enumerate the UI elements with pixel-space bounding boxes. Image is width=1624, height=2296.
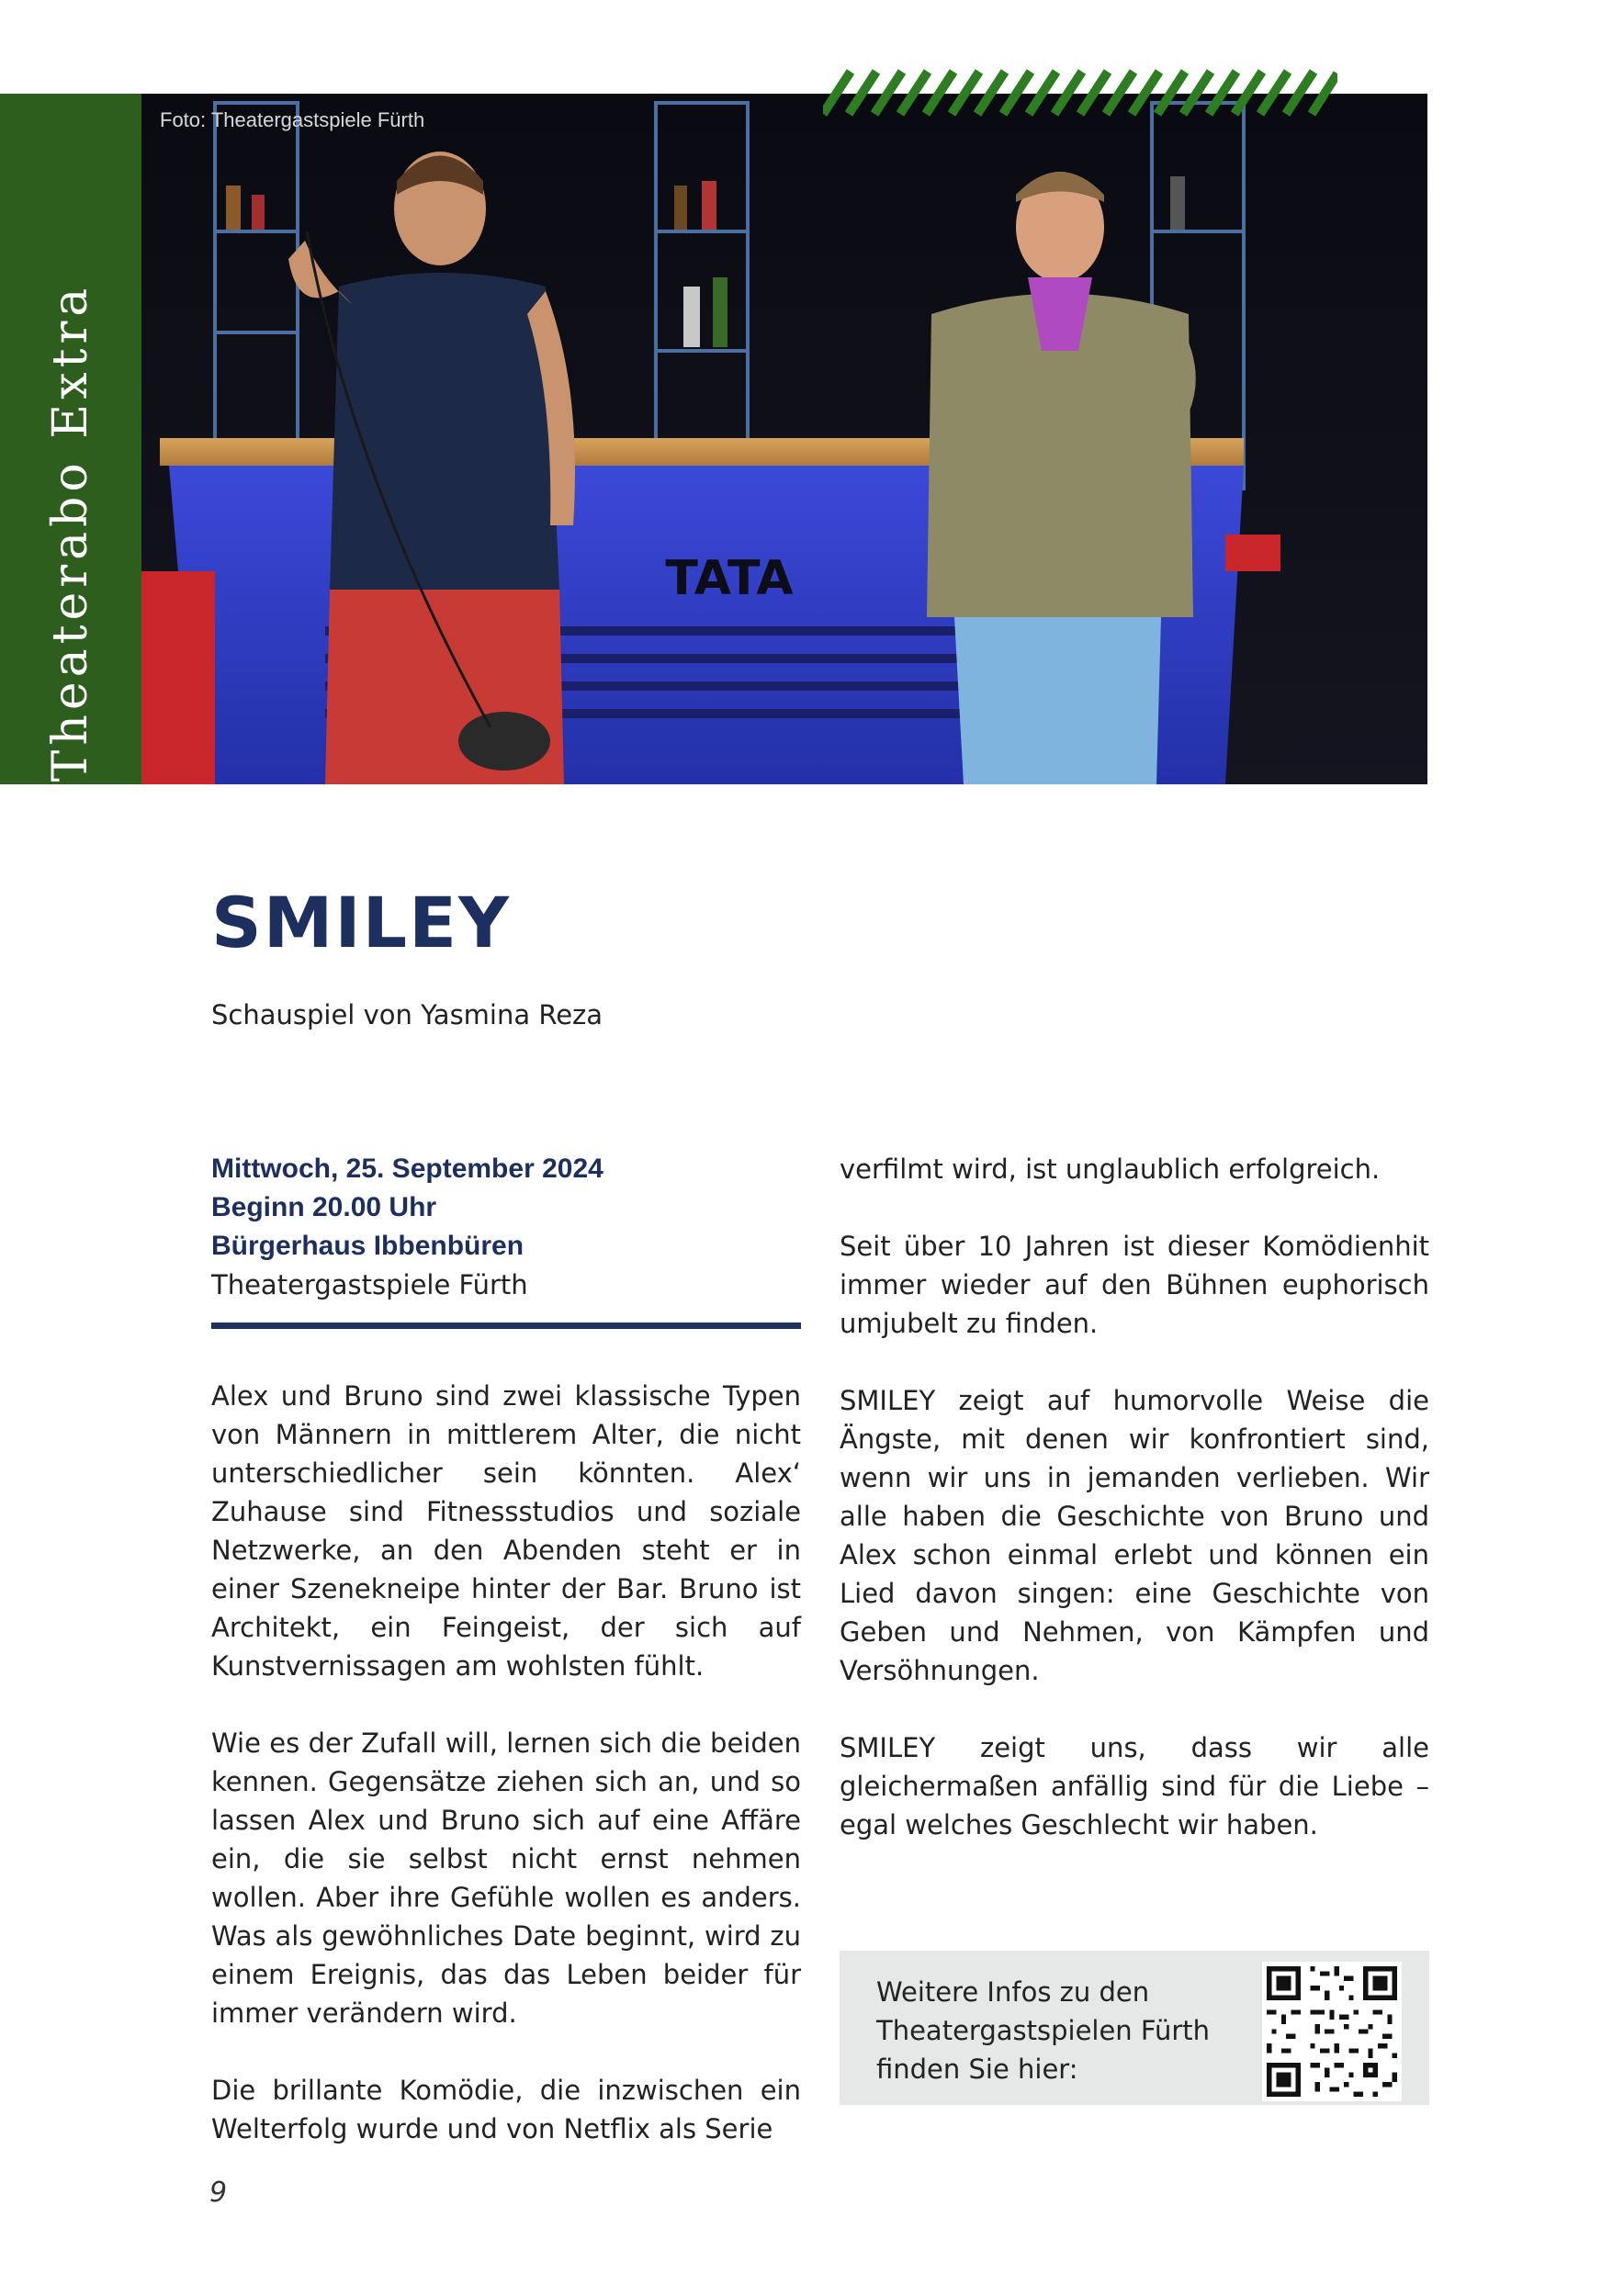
paragraph-success-end: verfilmt wird, ist unglaublich erfolgreich. (840, 1154, 1381, 1185)
truck-badge: TATA (665, 551, 794, 606)
red-panel (141, 571, 215, 784)
event-time: Beginn 20.00 Uhr (211, 1192, 437, 1222)
page-title: SMILEY (211, 882, 512, 963)
paragraph-love: SMILEY zeigt uns, dass wir alle gleichermaßen anfällig sind für die Liebe – egal welches Geschlecht wir haben. (840, 1732, 1429, 1840)
photo-credit: Foto: Theatergastspiele Fürth (160, 108, 425, 131)
right-column (840, 1150, 1429, 1883)
hero-photo (141, 94, 1427, 784)
event-company: Theatergastspiele Fürth (211, 1269, 528, 1300)
qr-code[interactable] (1262, 1962, 1402, 2101)
paragraph-themes: SMILEY zeigt auf humorvolle Weise die Ängste, mit denen wir konfrontiert sind, wenn wir uns in jemanden verlieben. Wir alle haben die Geschichte von Bruno und Alex schon einmal erlebt und können ein Lied davon singen: eine Geschichte von Geben und Nehmen, von Kämpfen und Versöhnungen. (840, 1385, 1429, 1686)
paragraph-success-start: Die brillante Komödie, die inzwischen ein Welterfolg wurde und von Netflix als Serie (211, 2075, 801, 2144)
photo-illustration (141, 94, 1427, 784)
info-text: Weitere Infos zu den Theatergastspielen Fürth finden Sie hier: (876, 1976, 1211, 2085)
info-box (840, 1951, 1429, 2105)
event-venue: Bürgerhaus Ibbenbüren (211, 1231, 524, 1261)
paragraph-intro: Alex und Bruno sind zwei klassische Typen von Männern in mittlerem Alter, die nicht unterschiedlicher sein könnten. Alex‘ Zuhause sind Fitnessstudios und soziale Netzwerke, an den Abenden steht er in einer Szenekneipe hinter der Bar. Bruno ist Architekt, ein Feingeist, der sich auf Kunstvernissagen am wohlsten fühlt. (211, 1380, 801, 1682)
subtitle: Schauspiel von Yasmina Reza (211, 999, 603, 1030)
section-label: Theaterabo Extra (43, 283, 98, 782)
paragraph-history: Seit über 10 Jahren ist dieser Komödienhit immer wieder auf den Bühnen euphorisch umjubelt zu finden. (840, 1231, 1429, 1339)
divider-rule (211, 1322, 801, 1329)
paragraph-story: Wie es der Zufall will, lernen sich die beiden kennen. Gegensätze ziehen sich an, und so lassen Alex und Bruno sich auf eine Affäre ein, die sie selbst nicht ernst nehmen wollen. Aber ihre Gefühle wollen es anders. Was als gewöhnliches Date beginnt, wird zu einem Ereignis, das das Leben beider für immer verändern wird. (211, 1728, 801, 2029)
page-number: 9 (209, 2177, 228, 2209)
event-date: Mittwoch, 25. September 2024 (211, 1154, 603, 1184)
hatch-decoration (823, 68, 1337, 118)
side-band (0, 94, 141, 784)
qr-code-icon (1262, 1962, 1402, 2101)
left-column (211, 1150, 801, 2148)
event-details (211, 1150, 801, 1304)
